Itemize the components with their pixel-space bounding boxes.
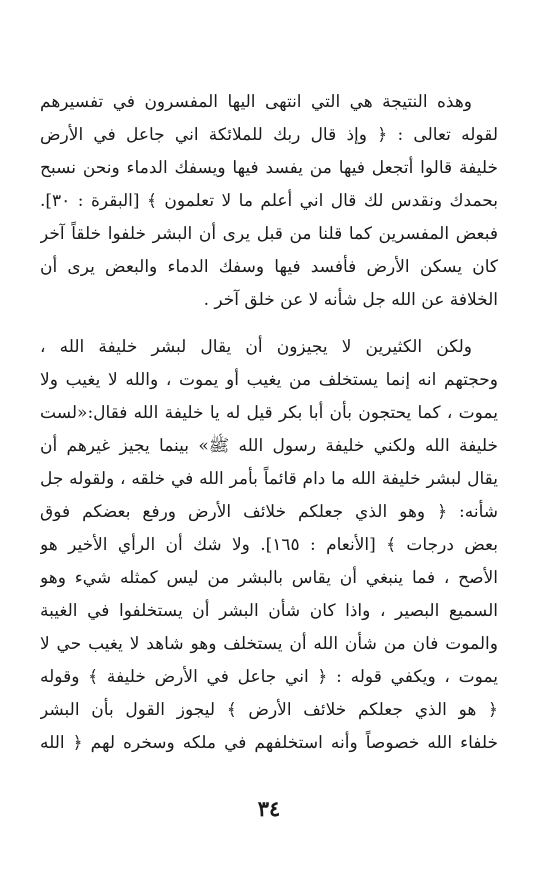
page-number: ٣٤ xyxy=(257,796,281,821)
text-line: السميع البصير ، واذا كان شأن البشر أن يستخلفوا في الغيبة xyxy=(40,601,498,621)
text-line: يموت ، ويكفي قوله : ﴿ اني جاعل في الأرض خليفة ﴾ وقوله xyxy=(40,667,498,687)
text-line: وحجتهم انه إنما يستخلف من يغيب أو يموت ، والله لا يغيب ولا xyxy=(40,370,498,390)
text-line: الأصح ، فما ينبغي أن يقاس بالبشر من ليس كمثله شيء وهو xyxy=(40,568,498,588)
text-line: فبعض المفسرين كما قلنا من قبل يرى أن البشر خلفوا خلقاً آخر xyxy=(40,224,498,244)
paragraph-spacer xyxy=(40,317,498,331)
page-body xyxy=(40,86,498,760)
text-line: بحمدك ونقدس لك قال اني أعلم ما لا تعلمون ﴾ [البقرة : ٣٠]. xyxy=(40,191,498,211)
text-line: وهذه النتيجة هي التي انتهى اليها المفسرون في تفسيرهم xyxy=(40,92,472,112)
paragraph-1 xyxy=(40,86,498,317)
text-line: شأنه: ﴿ وهو الذي جعلكم خلائف الأرض ورفع بعضكم فوق xyxy=(40,502,498,522)
text-line: لقوله تعالى : ﴿ وإذ قال ربك للملائكة اني جاعل في الأرض xyxy=(40,125,498,145)
text-line: الخلافة عن الله جل شأنه لا عن خلق آخر . xyxy=(203,290,498,310)
text-line: خليفة الله ولكني خليفة رسول الله ﷺ» بينما يجيز غيرهم أن xyxy=(40,436,498,456)
text-line: كان يسكن الأرض فأفسد فيها وسفك الدماء والبعض يرى أن xyxy=(40,257,498,277)
text-line: يموت ، كما يحتجون بأن أبا بكر قيل له يا خليفة الله فقال:«لست xyxy=(40,403,498,423)
text-line: والموت فان من شأن الله أن يستخلف وهو شاهد لا يغيب حي لا xyxy=(40,634,498,654)
text-line: بعض درجات ﴾ [الأنعام : ١٦٥]. ولا شك أن الرأي الأخير هو xyxy=(40,535,498,555)
text-line: يقال لبشر خليفة الله ما دام قائماً بأمر الله في خلقه ، ولقوله جل xyxy=(40,469,498,489)
paragraph-2 xyxy=(40,331,498,760)
text-line: ولكن الكثيرين لا يجيزون أن يقال لبشر خليفة الله ، xyxy=(40,337,472,357)
text-line: ﴿ هو الذي جعلكم خلائف الأرض ﴾ ليجوز القول بأن البشر xyxy=(40,700,498,720)
text-line: خلفاء الله خصوصاً وأنه استخلفهم في ملكه وسخره لهم ﴿ الله xyxy=(40,733,498,753)
text-line: خليفة قالوا أتجعل فيها من يفسد فيها ويسفك الدماء ونحن نسبح xyxy=(40,158,498,178)
